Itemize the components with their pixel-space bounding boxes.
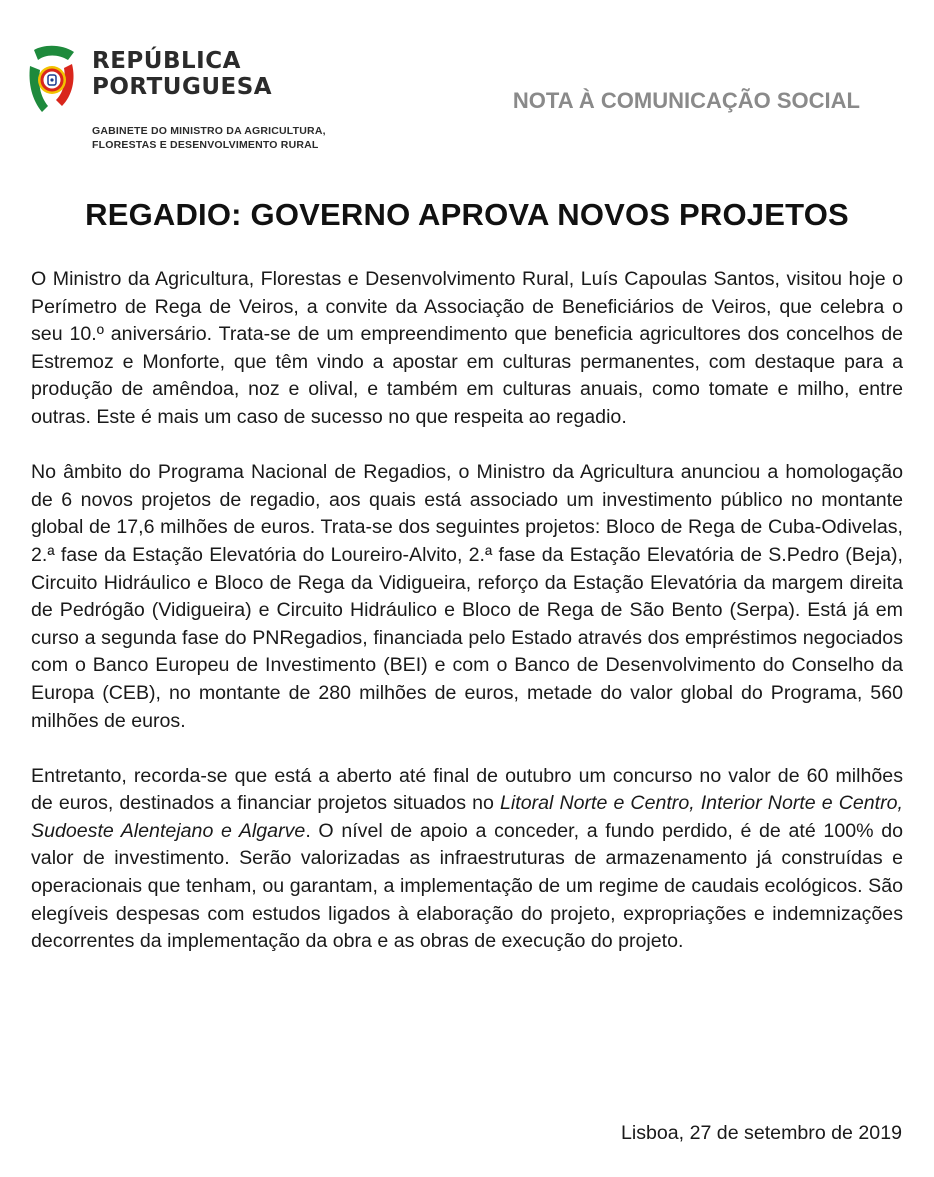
document-body [31,266,903,983]
brand-line-1: REPÚBLICA [92,48,241,74]
cabinet-line-1: GABINETE DO MINISTRO DA AGRICULTURA, [92,125,326,137]
paragraph-3-part-2: . O nível de apoio a conceder, a fundo perdido, é de até 100% do valor de investimento. Serão valorizadas as infraestruturas de armazenamento já construídas e operacionais que tenham, ou garantam, a implementação de um regime de caudais ecológicos. São elegíveis despesas com estudos ligados à elaboração do projeto, expropriações e indemnizações decorrentes da implementação da obra e as obras de execução do projeto. [31,819,904,953]
cabinet-line-2: FLORESTAS E DESENVOLVIMENTO RURAL [92,139,319,151]
paragraph-3 [31,763,903,956]
brand-line-2: PORTUGUESA [92,74,273,100]
press-note-label: NOTA À COMUNICAÇÃO SOCIAL [512,88,860,113]
dateline: Lisboa, 27 de setembro de 2019 [620,1122,902,1144]
paragraph-1: O Ministro da Agricultura, Florestas e Desenvolvimento Rural, Luís Capoulas Santos, visitou hoje o Perímetro de Rega de Veiros, a convite da Associação de Beneficiários de Veiros, que celebra o seu 10.º aniversário. Trata-se de um empreendimento que beneficia agricultores dos concelhos de Estremoz e Monforte, que têm vindo a apostar em culturas permanentes, com destaque para a produção de amêndoa, noz e olival, e também em culturas anuais, como tomate e milho, entre outras. Este é mais um caso de sucesso no que respeita ao regadio. [31,268,903,428]
portuguese-republic-emblem-icon [28,44,76,114]
cabinet-name [92,124,326,152]
paragraph-2: No âmbito do Programa Nacional de Regadios, o Ministro da Agricultura anunciou a homologação de 6 novos projetos de regadio, aos quais está associado um investimento público no montante global de 17,6 milhões de euros. Trata-se dos seguintes projetos: Bloco de Rega de Cuba-Odivelas, 2.ª fase da Estação Elevatória do Loureiro-Alvito, 2.ª fase da Estação Elevatória de S.Pedro (Beja), Circuito Hidráulico e Bloco de Rega da Vidigueira, reforço da Estação Elevatória da margem direita de Pedrógão (Vidigueira) e Circuito Hidráulico e Bloco de Rega de São Bento (Serpa). Está já em curso a segunda fase do PNRegadios, financiada pelo Estado através dos empréstimos negociados com o Banco Europeu de Investimento (BEI) e com o Banco de Desenvolvimento do Conselho da Europa (CEB), no montante de 280 milhões de euros, metade do valor global do Programa, 560 milhões de euros. [31,461,903,732]
letterhead [28,44,908,154]
document-title: REGADIO: GOVERNO APROVA NOVOS PROJETOS [85,197,849,232]
paragraph-3-part-1: Entretanto, recorda-se que está a aberto até final de outubro um concurso no valor de 60 milhões de euros, destinados a financiar projetos situados no [31,764,903,815]
paragraph-3-regions: Litoral Norte e Centro, Interior Norte e Centro, Sudoeste Alentejano e Algarve [31,792,903,842]
brand-wordmark [92,48,272,100]
